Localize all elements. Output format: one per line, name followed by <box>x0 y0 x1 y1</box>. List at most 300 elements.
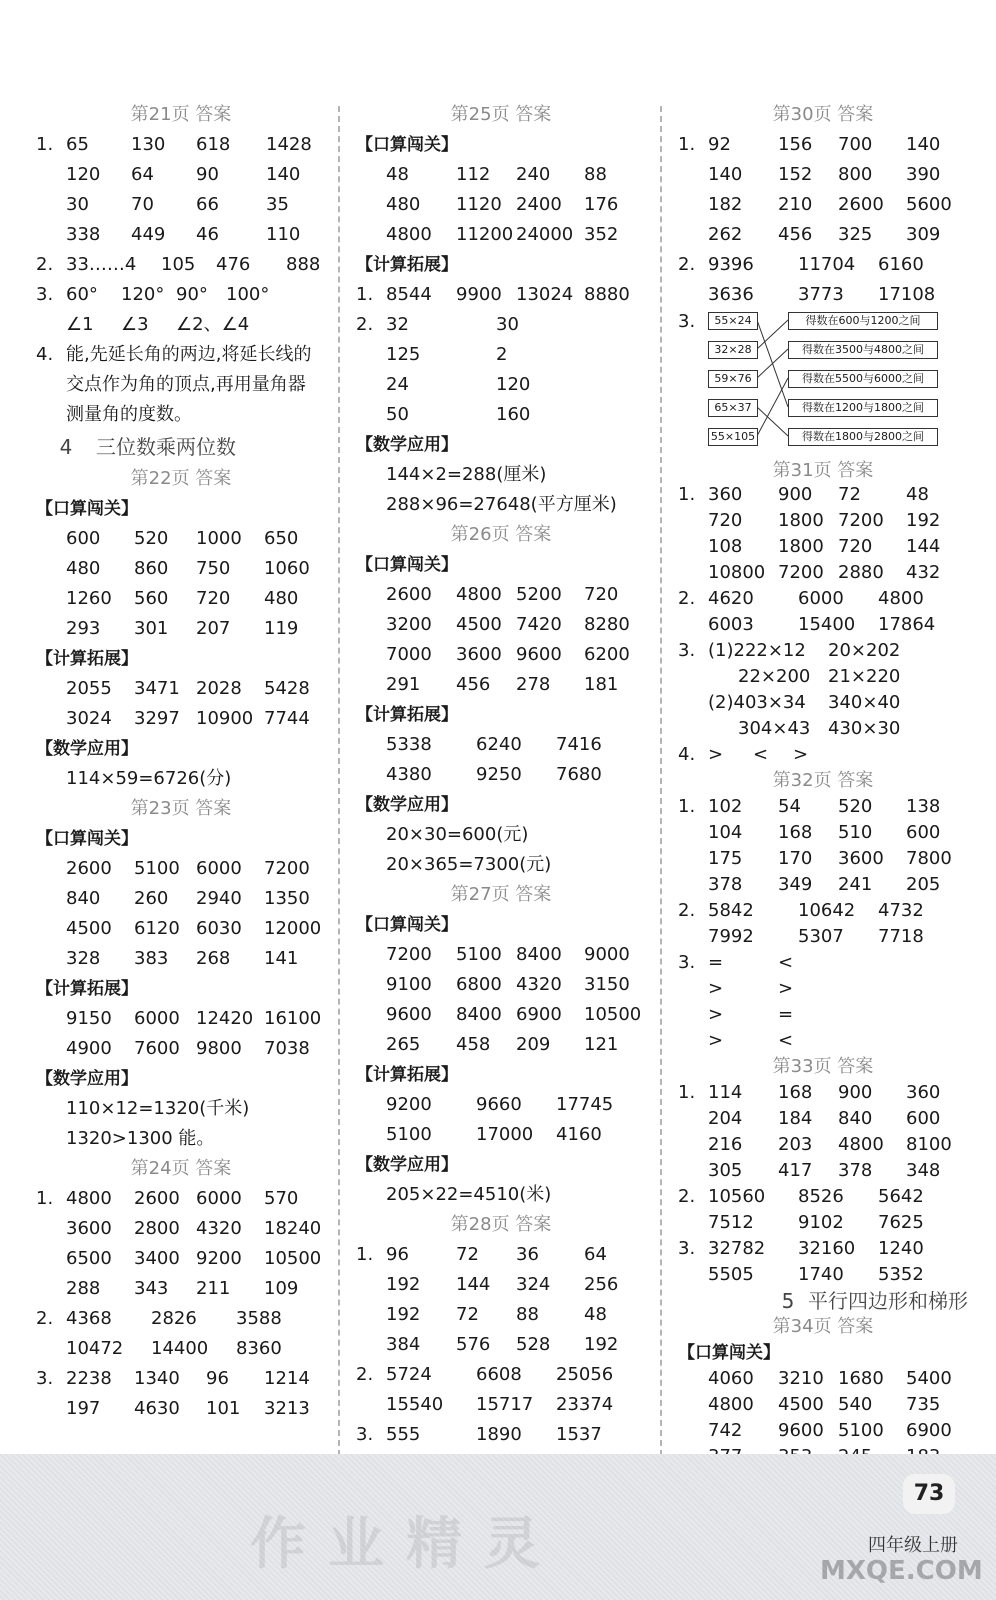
answer-value: 144 <box>906 536 941 557</box>
match-right-item: 得数在1800与2800之间 <box>788 428 938 446</box>
answer-row <box>356 670 646 700</box>
answer-value: 101 <box>206 1398 241 1419</box>
answer-value: 152 <box>778 164 813 185</box>
answer-value: = <box>708 952 724 973</box>
answer-value: 4500 <box>66 918 112 939</box>
answer-value: 72 <box>456 1304 479 1325</box>
answer-value: 10500 <box>584 1004 642 1025</box>
answer-value: 144 <box>456 1274 491 1295</box>
answer-row <box>356 1120 646 1150</box>
answer-value: 182 <box>708 194 743 215</box>
answer-value: 90 <box>196 164 219 185</box>
answer-value: 1000 <box>196 528 242 549</box>
answer-row <box>678 846 968 872</box>
answer-value: 8400 <box>456 1004 502 1025</box>
answer-row <box>356 1360 646 1390</box>
answer-value: 476 <box>216 254 251 275</box>
answer-value: 5100 <box>456 944 502 965</box>
answer-value: 293 <box>66 618 101 639</box>
answer-value: 8100 <box>906 1134 952 1155</box>
answer-row <box>356 760 646 790</box>
answer-row <box>356 1240 646 1270</box>
answer-row <box>678 1002 968 1028</box>
answer-row <box>356 1420 646 1450</box>
answer-value: 265 <box>386 1034 421 1055</box>
answer-row <box>36 160 326 190</box>
answer-value: 18240 <box>264 1218 322 1239</box>
answer-value: 7512 <box>708 1212 754 1233</box>
answer-value: 2238 <box>66 1368 112 1389</box>
answer-value: 209 <box>516 1034 551 1055</box>
answer-value: 125 <box>386 344 421 365</box>
answer-value: 560 <box>134 588 169 609</box>
answer-value: 7718 <box>878 926 924 947</box>
answer-value: 112 <box>456 164 491 185</box>
answer-value: 9600 <box>778 1420 824 1441</box>
answer-row <box>356 1300 646 1330</box>
answer-row <box>678 1184 968 1210</box>
answer-row <box>36 614 326 644</box>
answer-value: 241 <box>838 874 873 895</box>
answer-value: 340×40 <box>828 692 901 713</box>
answer-row <box>36 280 326 310</box>
answer-value: 520 <box>134 528 169 549</box>
answer-row <box>356 1330 646 1360</box>
answer-value: 430×30 <box>828 718 901 739</box>
answer-value: 120 <box>66 164 101 185</box>
answer-value: 576 <box>456 1334 491 1355</box>
answer-value: 458 <box>456 1034 491 1055</box>
page-23-title: 第23页 答案 <box>130 798 232 819</box>
answer-value: 15717 <box>476 1394 534 1415</box>
answer-value: 7200 <box>264 858 310 879</box>
answer-row <box>678 280 968 310</box>
answer-value: 9200 <box>386 1094 432 1115</box>
answer-value: 1890 <box>476 1424 522 1445</box>
answer-row <box>36 1274 326 1304</box>
answer-value: > <box>778 978 794 999</box>
answer-value: 9600 <box>386 1004 432 1025</box>
answer-value: 17864 <box>878 614 936 635</box>
answer-value: 4800 <box>878 588 924 609</box>
answer-row <box>678 250 968 280</box>
chapter-title: 三位数乘两位数 <box>96 435 236 459</box>
answer-value: 6030 <box>196 918 242 939</box>
answer-row <box>678 664 968 690</box>
answer-value: 9200 <box>196 1248 242 1269</box>
answer-value: 5200 <box>516 584 562 605</box>
answer-value: 13024 <box>516 284 574 305</box>
answer-row <box>678 1028 968 1054</box>
answer-value: 210 <box>778 194 813 215</box>
page-24-title: 第24页 答案 <box>130 1158 232 1179</box>
answer-row <box>678 716 968 742</box>
page-33-title: 第33页 答案 <box>772 1056 874 1077</box>
page-25-title: 第25页 答案 <box>450 104 552 125</box>
section-calc-extend: 【计算拓展】 <box>356 705 458 725</box>
answer-row <box>678 1236 968 1262</box>
answer-value: 6160 <box>878 254 924 275</box>
answer-value: 4800 <box>386 224 432 245</box>
answer-value: 64 <box>131 164 154 185</box>
answer-value: 5100 <box>838 1420 884 1441</box>
answer-value: 141 <box>264 948 299 969</box>
answer-value: 120 <box>496 374 531 395</box>
answer-row <box>356 610 646 640</box>
question-number: 3. <box>678 952 696 973</box>
answer-row <box>678 220 968 250</box>
question-number: 1. <box>36 134 54 155</box>
answer-value: 110 <box>266 224 301 245</box>
answer-value: 8544 <box>386 284 432 305</box>
answer-value: 11200 <box>456 224 514 245</box>
answer-value: 1260 <box>66 588 112 609</box>
answer-value: 900 <box>838 1082 873 1103</box>
answer-row <box>678 872 968 898</box>
answer-value: 324 <box>516 1274 551 1295</box>
answer-value: 22×200 <box>738 666 811 687</box>
answer-value: 4380 <box>386 764 432 785</box>
answer-row <box>356 940 646 970</box>
grade-label: 四年级上册 <box>868 1535 958 1556</box>
answer-row <box>356 280 646 310</box>
answer-row <box>678 508 968 534</box>
match-left-item: 55×105 <box>708 428 758 446</box>
answer-value: 32 <box>386 314 409 335</box>
answer-value: 30 <box>496 314 519 335</box>
answer-value: 33……4 <box>66 254 137 275</box>
section-calc-extend: 【计算拓展】 <box>356 255 458 275</box>
answer-value: 11704 <box>798 254 856 275</box>
answer-value: 5100 <box>386 1124 432 1145</box>
section-oral-calc: 【口算闯关】 <box>36 499 138 519</box>
answer-value: 720 <box>196 588 231 609</box>
answer-value: 3024 <box>66 708 112 729</box>
answer-value: 9000 <box>584 944 630 965</box>
answer-value: 480 <box>264 588 299 609</box>
question-number: 1. <box>36 1188 54 1209</box>
answer-value: 720 <box>584 584 619 605</box>
answer-value: 5724 <box>386 1364 432 1385</box>
answer-value: 456 <box>778 224 813 245</box>
answer-value: 720 <box>838 536 873 557</box>
answer-value: 100° <box>226 284 270 305</box>
answer-value: 192 <box>584 1334 619 1355</box>
answer-value: 2600 <box>66 858 112 879</box>
answer-row <box>678 1262 968 1288</box>
answer-value: 600 <box>906 822 941 843</box>
equation: 20×365=7300(元) <box>386 854 552 875</box>
answer-value: 278 <box>516 674 551 695</box>
answer-row <box>356 370 646 400</box>
answer-value: 7680 <box>556 764 602 785</box>
answer-value: 10900 <box>196 708 254 729</box>
answer-value: 30 <box>66 194 89 215</box>
page-31-title: 第31页 答案 <box>772 460 874 481</box>
answer-value: 6003 <box>708 614 754 635</box>
section-oral-calc: 【口算闯关】 <box>356 135 458 155</box>
answer-value: 184 <box>778 1108 813 1129</box>
answer-value: 7200 <box>386 944 432 965</box>
chapter-number: 4 <box>59 435 73 459</box>
answer-value: 1060 <box>264 558 310 579</box>
match-right-item: 得数在1200与1800之间 <box>788 399 938 417</box>
answer-value: 456 <box>456 674 491 695</box>
chapter-title: 平行四边形和梯形 <box>808 1289 968 1313</box>
answer-value: 1428 <box>266 134 312 155</box>
answer-value: 90° <box>176 284 208 305</box>
answer-row <box>356 190 646 220</box>
answer-value: 600 <box>66 528 101 549</box>
answer-row <box>678 1132 968 1158</box>
answer-row <box>36 1334 326 1364</box>
answer-row <box>678 1080 968 1106</box>
answer-value: 21×220 <box>828 666 901 687</box>
answer-value: > <box>708 744 724 765</box>
answer-row <box>678 638 968 664</box>
answer-value: 9660 <box>476 1094 522 1115</box>
match-right-item: 得数在3500与4800之间 <box>788 341 938 359</box>
answer-row <box>356 1390 646 1420</box>
answer-value: 378 <box>708 874 743 895</box>
section-math-apply: 【数学应用】 <box>356 795 458 815</box>
answer-value: 140 <box>906 134 941 155</box>
answer-value: 10642 <box>798 900 856 921</box>
answer-value: 14400 <box>151 1338 209 1359</box>
answer-value: 1740 <box>798 1264 844 1285</box>
answer-value: 6800 <box>456 974 502 995</box>
answer-value: 48 <box>386 164 409 185</box>
answer-value: < <box>778 1030 794 1051</box>
answer-row <box>36 220 326 250</box>
answer-value: 9600 <box>516 644 562 665</box>
answer-value: 432 <box>906 562 941 583</box>
question-number: 2. <box>678 1186 696 1207</box>
match-right-item: 得数在600与1200之间 <box>788 312 938 330</box>
match-left-item: 32×28 <box>708 341 758 359</box>
answer-row <box>678 586 968 612</box>
answer-row <box>678 1392 968 1418</box>
answer-row <box>356 970 646 1000</box>
equation: 20×30=600(元) <box>386 824 529 845</box>
answer-value: 700 <box>838 134 873 155</box>
answer-value: 109 <box>264 1278 299 1299</box>
answer-value: 2600 <box>838 194 884 215</box>
answer-value: 17000 <box>476 1124 534 1145</box>
answer-row <box>678 1158 968 1184</box>
page-22-title: 第22页 答案 <box>130 468 232 489</box>
section-oral-calc: 【口算闯关】 <box>678 1343 780 1363</box>
answer-value: 66 <box>196 194 219 215</box>
answer-value: > <box>708 1030 724 1051</box>
answer-value: 207 <box>196 618 231 639</box>
answer-value: 2055 <box>66 678 112 699</box>
question-number: 3. <box>36 284 54 305</box>
answer-value: 720 <box>708 510 743 531</box>
answer-value: 9250 <box>476 764 522 785</box>
answer-value: 4800 <box>708 1394 754 1415</box>
section-math-apply: 【数学应用】 <box>36 1069 138 1089</box>
answer-row <box>678 898 968 924</box>
answer-value: 9800 <box>196 1038 242 1059</box>
answer-row <box>678 1210 968 1236</box>
answer-value: 256 <box>584 1274 619 1295</box>
question-number: 3. <box>356 1424 374 1445</box>
answer-row <box>36 190 326 220</box>
answer-value: 2826 <box>151 1308 197 1329</box>
answer-row <box>36 1004 326 1034</box>
watermark-text: 作业精灵 <box>250 1512 562 1577</box>
answer-value: 8880 <box>584 284 630 305</box>
equation: 110×12=1320(千米) <box>66 1098 250 1119</box>
answer-value: 114 <box>708 1082 743 1103</box>
answer-row <box>36 310 326 340</box>
answer-row <box>36 1364 326 1394</box>
answer-value: 140 <box>708 164 743 185</box>
answer-value: 8280 <box>584 614 630 635</box>
answer-value: > <box>793 744 809 765</box>
answer-value: 205 <box>906 874 941 895</box>
answer-value: 15400 <box>798 614 856 635</box>
question-number: 4. <box>36 344 54 365</box>
answer-value: 92 <box>708 134 731 155</box>
site-watermark: MXQE.COM <box>820 1556 983 1586</box>
answer-value: 268 <box>196 948 231 969</box>
answer-value: 54 <box>778 796 801 817</box>
answer-value: 417 <box>778 1160 813 1181</box>
answer-value: 2800 <box>134 1218 180 1239</box>
question-number: 3. <box>678 311 696 332</box>
answer-value: 301 <box>134 618 169 639</box>
answer-value: 888 <box>286 254 321 275</box>
answer-value: 7744 <box>264 708 310 729</box>
section-math-apply: 【数学应用】 <box>356 435 458 455</box>
answer-value: 348 <box>906 1160 941 1181</box>
question-number: 3. <box>678 640 696 661</box>
answer-column-2 <box>356 100 646 1480</box>
answer-value: 72 <box>456 1244 479 1265</box>
answer-value: 175 <box>708 848 743 869</box>
answer-value: 16100 <box>264 1008 322 1029</box>
answer-row <box>36 1394 326 1424</box>
answer-value: 3213 <box>264 1398 310 1419</box>
answer-value: 216 <box>708 1134 743 1155</box>
answer-column-3 <box>678 100 968 1470</box>
answer-value: 105 <box>161 254 196 275</box>
page-32-title: 第32页 答案 <box>772 770 874 791</box>
answer-value: < <box>778 952 794 973</box>
answer-row <box>36 854 326 884</box>
answer-row <box>678 130 968 160</box>
answer-value: 4160 <box>556 1124 602 1145</box>
answer-value: 480 <box>386 194 421 215</box>
answer-row <box>678 820 968 846</box>
question-number: 2. <box>356 314 374 335</box>
answer-row <box>36 250 326 280</box>
answer-value: 618 <box>196 134 231 155</box>
answer-value: 4630 <box>134 1398 180 1419</box>
question-number: 2. <box>36 254 54 275</box>
question-number: 1. <box>356 284 374 305</box>
answer-row <box>36 584 326 614</box>
answer-value: 168 <box>778 1082 813 1103</box>
answer-value: 7038 <box>264 1038 310 1059</box>
matching-diagram <box>678 310 968 460</box>
answer-value: 8400 <box>516 944 562 965</box>
answer-value: 480 <box>66 558 101 579</box>
answer-value: 2600 <box>134 1188 180 1209</box>
question-number: 2. <box>36 1308 54 1329</box>
answer-row <box>356 340 646 370</box>
answer-value: 48 <box>584 1304 607 1325</box>
answer-value: 6000 <box>196 1188 242 1209</box>
answer-value: 840 <box>838 1108 873 1129</box>
answer-column-1 <box>36 100 326 1424</box>
answer-row <box>36 944 326 974</box>
answer-value: 8360 <box>236 1338 282 1359</box>
answer-value: 4500 <box>778 1394 824 1415</box>
answer-value: 1680 <box>838 1368 884 1389</box>
answer-value: 10500 <box>264 1248 322 1269</box>
section-math-apply: 【数学应用】 <box>36 739 138 759</box>
question-number: 2. <box>678 588 696 609</box>
page-number: 73 <box>903 1474 955 1514</box>
equation: 288×96=27648(平方厘米) <box>386 494 617 515</box>
answer-value: (1)222×12 <box>708 640 806 661</box>
answer-row <box>678 742 968 768</box>
answer-value: 650 <box>264 528 299 549</box>
answer-value: 1240 <box>878 1238 924 1259</box>
answer-row <box>36 130 326 160</box>
answer-value: 9900 <box>456 284 502 305</box>
answer-value: 2400 <box>516 194 562 215</box>
answer-row <box>36 1304 326 1334</box>
answer-value: 60° <box>66 284 98 305</box>
answer-value: 7200 <box>778 562 824 583</box>
answer-value: 9102 <box>798 1212 844 1233</box>
answer-value: 5600 <box>906 194 952 215</box>
answer-row <box>678 534 968 560</box>
answer-value: 860 <box>134 558 169 579</box>
answer-value: 9100 <box>386 974 432 995</box>
answer-value: 520 <box>838 796 873 817</box>
answer-value: 211 <box>196 1278 231 1299</box>
column-divider-1 <box>338 106 340 1456</box>
answer-value: 305 <box>708 1160 743 1181</box>
chapter-number: 5 <box>781 1289 795 1313</box>
answer-value: 2028 <box>196 678 242 699</box>
answer-value: 192 <box>386 1304 421 1325</box>
answer-value: 304×43 <box>738 718 811 739</box>
answer-value: 343 <box>134 1278 169 1299</box>
section-oral-calc: 【口算闯关】 <box>36 829 138 849</box>
question-number: 2. <box>678 900 696 921</box>
answer-row <box>36 704 326 734</box>
section-calc-extend: 【计算拓展】 <box>36 649 138 669</box>
answer-value: 510 <box>838 822 873 843</box>
answer-value: 203 <box>778 1134 813 1155</box>
answer-row <box>678 690 968 716</box>
answer-value: 50 <box>386 404 409 425</box>
question-number: 1. <box>678 484 696 505</box>
answer-value: 6500 <box>66 1248 112 1269</box>
answer-value: 7625 <box>878 1212 924 1233</box>
answer-row <box>678 560 968 586</box>
answer-value: 3600 <box>66 1218 112 1239</box>
answer-value: 181 <box>584 674 619 695</box>
answer-value: 119 <box>264 618 299 639</box>
match-right-item: 得数在5500与6000之间 <box>788 370 938 388</box>
